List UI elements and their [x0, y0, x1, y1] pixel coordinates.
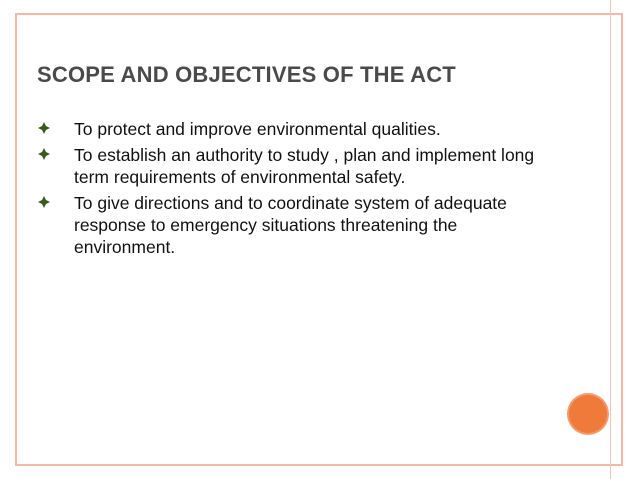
bullet-item [37, 192, 557, 258]
orange-circle-decoration [569, 395, 607, 433]
bullet-list [37, 118, 557, 262]
frame-top-line [15, 13, 623, 15]
frame-left-line [15, 13, 17, 466]
frame-bottom-line [15, 464, 623, 466]
bullet-item [37, 118, 557, 140]
slide-title: SCOPE AND OBJECTIVES OF THE ACT [37, 62, 456, 87]
diamond-bullet-icon [37, 121, 51, 135]
frame-right-outer-line [610, 0, 611, 479]
bullet-item [37, 144, 557, 188]
bullet-text: To give directions and to coordinate system of adequate response to emergency situations threatening the environment. [74, 193, 507, 257]
frame-right-line [621, 13, 623, 466]
bullet-text: To establish an authority to study , plan and implement long term requirements of environmental safety. [74, 145, 535, 187]
diamond-bullet-icon [37, 195, 51, 209]
bullet-text: To protect and improve environmental qualities. [74, 119, 441, 139]
diamond-bullet-icon [37, 147, 51, 161]
